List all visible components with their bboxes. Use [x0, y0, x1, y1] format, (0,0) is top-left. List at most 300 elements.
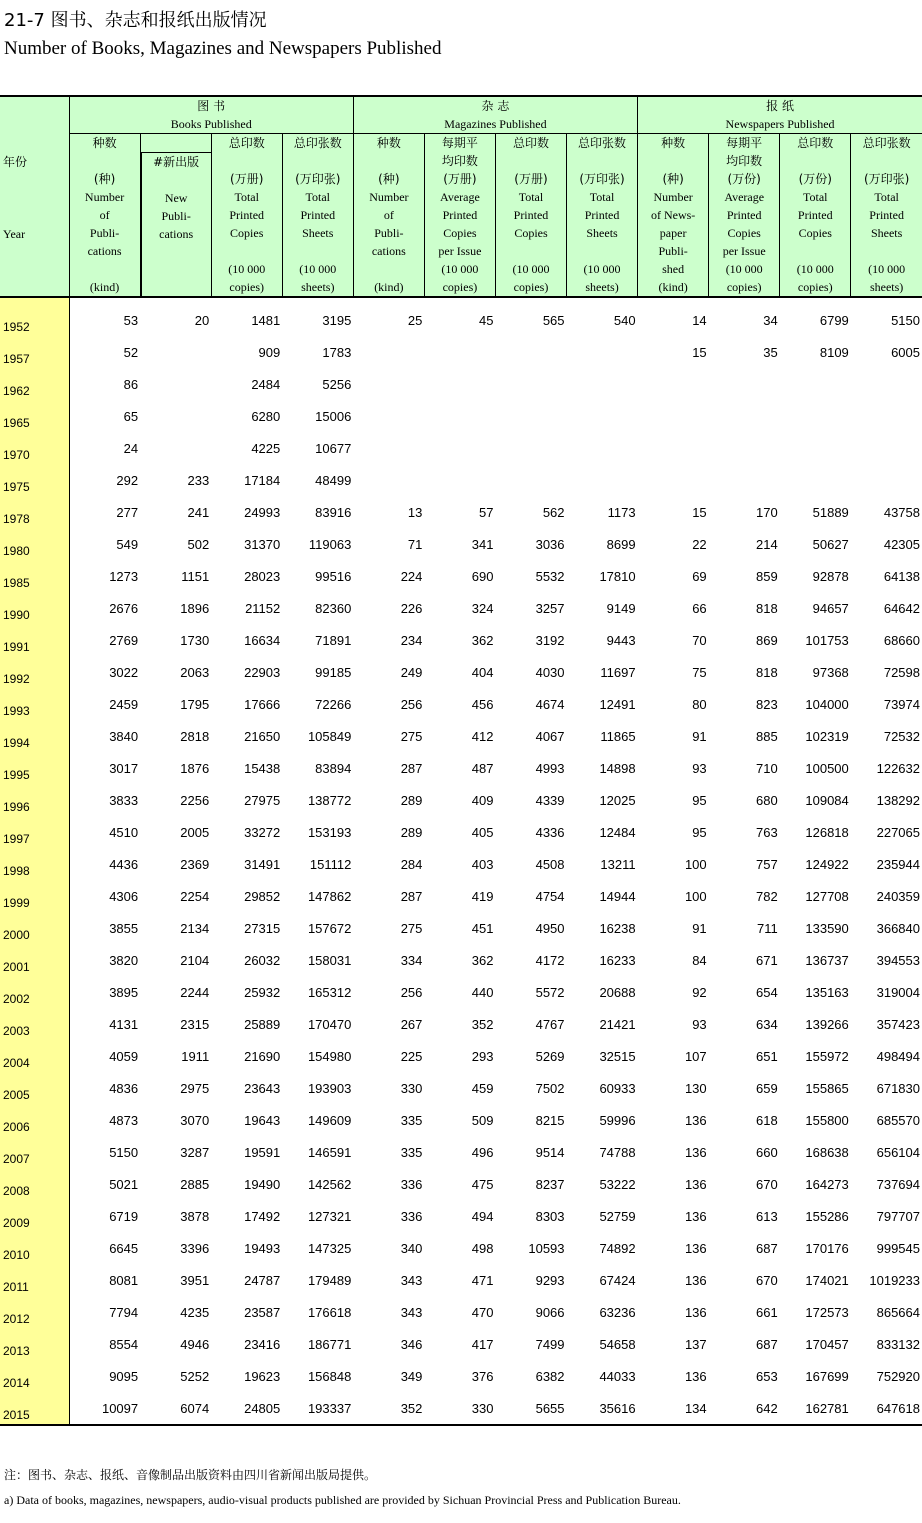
value-cell: 2676	[109, 600, 139, 616]
column-header-line: Printed	[797, 208, 833, 222]
value-cell: 3878	[180, 1208, 210, 1224]
value-cell: 1896	[180, 600, 210, 616]
value-cell: 94657	[812, 600, 849, 616]
value-cell: 292	[116, 472, 139, 488]
value-cell: 34	[763, 312, 778, 328]
value-cell: 225	[400, 1048, 423, 1064]
value-cell: 352	[471, 1016, 494, 1032]
value-cell: 7499	[535, 1336, 565, 1352]
year-cell: 2001	[0, 944, 69, 976]
value-cell	[709, 432, 780, 464]
value-cell: 63236	[599, 1304, 636, 1320]
value-cell: 1911	[181, 1048, 210, 1064]
value-cell: 21152	[245, 600, 281, 616]
value-cell: 57	[478, 504, 494, 520]
value-cell: 53222	[599, 1176, 636, 1192]
value-cell: 341	[471, 536, 494, 552]
value-cell: 22903	[244, 664, 281, 680]
value-cell: 15	[692, 504, 707, 520]
value-cell: 656104	[876, 1144, 920, 1160]
column-header-line: Total	[305, 190, 331, 204]
column-header-line	[142, 171, 211, 189]
table-row	[0, 1008, 922, 1040]
table-row	[0, 528, 922, 560]
column-header-line: (10 000	[583, 262, 621, 276]
table-row	[0, 688, 922, 720]
value-cell: 84	[692, 952, 707, 968]
publishing-table	[0, 95, 922, 1426]
column-header-line: 均印数	[441, 154, 478, 168]
table-row	[0, 297, 922, 336]
value-cell: 12484	[599, 824, 636, 840]
column-header-line: 总印数	[228, 136, 265, 150]
value-cell: 11865	[600, 728, 636, 744]
value-cell: 999545	[876, 1240, 920, 1256]
value-cell: 91	[692, 728, 707, 744]
value-cell	[851, 400, 922, 432]
column-header-line: sheets)	[869, 280, 904, 294]
value-cell: 165312	[307, 984, 352, 1000]
value-cell: 5256	[322, 376, 352, 392]
value-cell: 25	[407, 312, 423, 328]
value-cell: 661	[756, 1304, 778, 1320]
table-row	[0, 464, 922, 496]
column-header-line: Printed	[442, 208, 478, 222]
table-row	[0, 560, 922, 592]
year-cell: 1980	[0, 528, 69, 560]
column-header-line: cations	[87, 244, 122, 258]
value-cell: 99185	[315, 664, 352, 680]
value-cell: 653	[756, 1368, 778, 1384]
value-cell	[353, 400, 424, 432]
table-row	[0, 784, 922, 816]
value-cell: 170470	[307, 1016, 352, 1032]
year-cell: 2006	[0, 1104, 69, 1136]
column-header-line: New	[164, 191, 188, 205]
column-header-4	[353, 134, 424, 298]
value-cell: 136	[684, 1144, 707, 1160]
value-cell: 1481	[251, 312, 281, 328]
column-header-line: (10 000	[299, 262, 337, 276]
value-cell: 19643	[244, 1112, 281, 1128]
value-cell: 226	[400, 600, 423, 616]
value-cell: 287	[400, 888, 423, 904]
value-cell: 70	[692, 632, 707, 648]
value-cell: 8554	[109, 1336, 139, 1352]
value-cell: 31491	[244, 856, 281, 872]
value-cell: 25932	[244, 984, 281, 1000]
value-cell: 19623	[244, 1368, 281, 1384]
value-cell: 3895	[109, 984, 139, 1000]
value-cell: 487	[471, 760, 494, 776]
column-header-line: cations	[371, 244, 406, 258]
value-cell: 8081	[109, 1272, 139, 1288]
year-cell: 1965	[0, 400, 69, 432]
value-cell: 122632	[876, 760, 920, 776]
value-cell: 409	[471, 792, 494, 808]
column-header-line: 每期平	[441, 136, 478, 150]
value-cell: 797707	[876, 1208, 920, 1224]
value-cell: 5150	[891, 312, 920, 328]
value-cell: 2244	[180, 984, 210, 1000]
value-cell: 3820	[109, 952, 139, 968]
year-cell: 1997	[0, 816, 69, 848]
column-header-line: (10 000	[796, 262, 834, 276]
column-header-line: Printed	[513, 208, 549, 222]
table-row	[0, 592, 922, 624]
value-cell: 54658	[599, 1336, 636, 1352]
value-cell: 155972	[805, 1048, 849, 1064]
column-header-8	[638, 134, 709, 298]
value-cell: 15438	[244, 760, 281, 776]
column-header-line	[212, 242, 282, 260]
value-cell: 74788	[599, 1144, 636, 1160]
value-cell: 227065	[876, 824, 920, 840]
value-cell: 155865	[805, 1080, 849, 1096]
value-cell: 5269	[535, 1048, 565, 1064]
value-cell: 334	[400, 952, 423, 968]
value-cell	[353, 464, 424, 496]
table-row	[0, 848, 922, 880]
value-cell: 65	[123, 408, 139, 424]
value-cell: 82360	[315, 600, 352, 616]
value-cell: 43758	[883, 504, 920, 520]
value-cell: 72598	[883, 664, 920, 680]
value-cell: 412	[471, 728, 494, 744]
value-cell: 752920	[876, 1368, 920, 1384]
value-cell	[424, 464, 495, 496]
table-row	[0, 976, 922, 1008]
value-cell: 8215	[535, 1112, 565, 1128]
year-header-en: Year	[3, 227, 26, 241]
column-header-line: Average	[724, 190, 765, 204]
value-cell: 4436	[109, 856, 139, 872]
value-cell: 24787	[244, 1272, 281, 1288]
table-row	[0, 720, 922, 752]
value-cell: 4873	[109, 1112, 139, 1128]
value-cell: 289	[400, 792, 423, 808]
value-cell: 498494	[876, 1048, 920, 1064]
value-cell: 1273	[109, 568, 139, 584]
value-cell: 13211	[600, 856, 636, 872]
value-cell: 376	[471, 1368, 494, 1384]
value-cell: 362	[471, 632, 494, 648]
value-cell: 471	[471, 1272, 494, 1288]
value-cell: 50627	[812, 536, 849, 552]
value-cell: 4030	[535, 664, 565, 680]
value-cell	[851, 464, 922, 496]
value-cell: 475	[471, 1176, 494, 1192]
value-cell: 3855	[109, 920, 139, 936]
year-cell: 1985	[0, 560, 69, 592]
value-cell	[495, 336, 566, 368]
year-header	[0, 96, 69, 297]
value-cell: 3840	[109, 728, 139, 744]
value-cell: 93	[692, 760, 707, 776]
value-cell: 419	[471, 888, 494, 904]
value-cell: 153193	[307, 824, 352, 840]
table-row	[0, 1392, 922, 1425]
column-header-line: Total	[874, 190, 899, 204]
value-cell: 14898	[599, 760, 636, 776]
newspapers-group-header: 报 纸 Newspapers Published	[638, 96, 922, 134]
value-cell: 8237	[535, 1176, 565, 1192]
table-row	[0, 816, 922, 848]
value-cell: 249	[400, 664, 423, 680]
column-header-line: (kind)	[89, 280, 120, 294]
value-cell: 4336	[535, 824, 565, 840]
value-cell: 72266	[315, 696, 352, 712]
value-cell: 3070	[180, 1112, 210, 1128]
column-header-line: Number	[84, 190, 125, 204]
value-cell: 319004	[876, 984, 920, 1000]
year-cell: 2010	[0, 1232, 69, 1264]
value-cell	[424, 368, 495, 400]
value-cell: 151112	[309, 856, 352, 872]
note-cn: 注：图书、杂志、报纸、音像制品出版资料由四川省新闻出版局提供。	[4, 1468, 377, 1482]
value-cell: 362	[471, 952, 494, 968]
value-cell: 44033	[599, 1368, 636, 1384]
column-header-2	[211, 134, 282, 298]
year-cell: 1952	[0, 297, 69, 336]
column-header-line	[354, 260, 424, 278]
value-cell: 24805	[211, 1392, 282, 1425]
table-row	[0, 400, 922, 432]
value-cell: 23587	[244, 1304, 281, 1320]
value-cell: 340	[400, 1240, 423, 1256]
value-cell	[780, 400, 851, 432]
table-row	[0, 1360, 922, 1392]
year-cell: 2012	[0, 1296, 69, 1328]
column-header-line: (10 000	[228, 262, 266, 276]
value-cell: 3036	[535, 536, 565, 552]
value-cell: 2134	[180, 920, 210, 936]
table-row	[0, 432, 922, 464]
value-cell: 29852	[244, 888, 281, 904]
value-cell	[567, 336, 638, 368]
column-header-line: Sheets	[302, 226, 334, 240]
value-cell: 147862	[307, 888, 352, 904]
column-header-line: per Issue	[438, 244, 482, 258]
column-header-line: (万册)	[443, 172, 477, 186]
value-cell	[780, 432, 851, 464]
value-cell: 19493	[244, 1240, 281, 1256]
value-cell: 869	[756, 632, 778, 648]
value-cell: 75	[692, 664, 707, 680]
column-header-line: Number	[653, 190, 693, 204]
column-header-line: 种数	[661, 136, 686, 150]
table-row	[0, 1040, 922, 1072]
value-cell	[140, 368, 211, 400]
column-header-line: 总印数	[797, 136, 834, 150]
value-cell: 17666	[244, 696, 281, 712]
value-cell: 60933	[599, 1080, 636, 1096]
value-cell: 127708	[805, 888, 849, 904]
column-header-line: 种数	[376, 136, 401, 150]
value-cell: 31370	[244, 536, 281, 552]
value-cell: 80	[692, 696, 707, 712]
value-cell	[495, 368, 566, 400]
year-cell: 1992	[0, 656, 69, 688]
value-cell: 670	[756, 1272, 778, 1288]
value-cell: 193903	[307, 1080, 352, 1096]
value-cell: 5252	[180, 1368, 210, 1384]
column-header-11	[851, 134, 922, 298]
note-en: a) Data of books, magazines, newspapers, audio-visual products published are provided by Sichuan Provincial Press and Publication Bureau.	[4, 1493, 681, 1507]
value-cell: 885	[756, 728, 778, 744]
year-cell: 1993	[0, 688, 69, 720]
value-cell: 1019233	[869, 1272, 920, 1288]
value-cell: 2254	[180, 888, 210, 904]
value-cell: 782	[756, 888, 778, 904]
value-cell: 146591	[307, 1144, 352, 1160]
value-cell: 3833	[109, 792, 139, 808]
value-cell: 277	[116, 504, 139, 520]
value-cell	[638, 464, 709, 496]
value-cell: 9293	[535, 1272, 565, 1288]
value-cell: 136	[684, 1208, 707, 1224]
value-cell: 7794	[109, 1304, 139, 1320]
value-cell: 130	[684, 1080, 707, 1096]
value-cell: 4950	[535, 920, 565, 936]
value-cell: 10593	[528, 1240, 565, 1256]
column-header-line: (10 000	[868, 262, 906, 276]
value-cell: 35616	[567, 1392, 638, 1425]
value-cell: 137	[684, 1336, 707, 1352]
table-row	[0, 368, 922, 400]
value-cell: 136	[684, 1272, 707, 1288]
value-cell: 17810	[599, 568, 636, 584]
column-header-line: Number	[369, 190, 409, 204]
value-cell: 690	[471, 568, 494, 584]
value-cell: 68660	[883, 632, 920, 648]
value-cell: 27315	[244, 920, 281, 936]
value-cell: 83916	[315, 504, 352, 520]
value-cell: 4836	[109, 1080, 139, 1096]
value-cell: 660	[756, 1144, 778, 1160]
table-row	[0, 656, 922, 688]
value-cell: 4767	[535, 1016, 565, 1032]
value-cell	[567, 464, 638, 496]
year-cell: 1994	[0, 720, 69, 752]
value-cell: 170	[756, 504, 778, 520]
value-cell	[353, 336, 424, 368]
value-cell: 4131	[109, 1016, 139, 1032]
value-cell: 647618	[851, 1392, 922, 1425]
value-cell: 71891	[315, 632, 352, 648]
value-cell: 4235	[180, 1304, 210, 1320]
value-cell: 100	[684, 888, 707, 904]
value-cell: 20688	[599, 984, 636, 1000]
value-cell	[851, 368, 922, 400]
value-cell: 256	[400, 984, 423, 1000]
value-cell: 2369	[180, 856, 210, 872]
value-cell: 100500	[805, 760, 849, 776]
value-cell: 136	[684, 1112, 707, 1128]
value-cell: 92878	[812, 568, 849, 584]
value-cell: 865664	[876, 1304, 920, 1320]
column-header-line	[142, 279, 211, 297]
value-cell: 104000	[805, 696, 849, 712]
value-cell: 2063	[180, 664, 210, 680]
column-header-line	[567, 242, 637, 260]
value-cell: 59996	[599, 1112, 636, 1128]
value-cell	[567, 432, 638, 464]
value-cell: 2769	[109, 632, 139, 648]
column-header-line: 总印张数	[293, 136, 342, 150]
value-cell: 158031	[307, 952, 352, 968]
column-header-line: (种)	[662, 172, 684, 186]
value-cell: 498	[471, 1240, 494, 1256]
value-cell: 28023	[244, 568, 281, 584]
value-cell	[140, 432, 211, 464]
value-cell: 109084	[805, 792, 849, 808]
year-cell: 1998	[0, 848, 69, 880]
value-cell: 142562	[307, 1176, 352, 1192]
year-cell: 1995	[0, 752, 69, 784]
value-cell: 51889	[812, 504, 849, 520]
value-cell: 16634	[244, 632, 281, 648]
value-cell: 155800	[805, 1112, 849, 1128]
value-cell	[495, 464, 566, 496]
value-cell: 7502	[535, 1080, 565, 1096]
table-row	[0, 944, 922, 976]
value-cell: 164273	[805, 1176, 849, 1192]
value-cell: 8109	[819, 344, 849, 360]
value-cell: 456	[471, 696, 494, 712]
column-header-line: copies)	[442, 280, 478, 294]
column-header-line: #新出版	[153, 155, 200, 169]
value-cell: 214	[756, 536, 778, 552]
value-cell: 105849	[307, 728, 352, 744]
value-cell: 83894	[315, 760, 352, 776]
value-cell: 25889	[244, 1016, 281, 1032]
column-header-line: 总印数	[512, 136, 549, 150]
table-row	[0, 1168, 922, 1200]
table-row	[0, 1232, 922, 1264]
value-cell: 235944	[876, 856, 920, 872]
value-cell	[353, 368, 424, 400]
value-cell: 149609	[307, 1112, 352, 1128]
value-cell: 52	[123, 344, 139, 360]
column-header-line: Printed	[726, 208, 762, 222]
value-cell: 27975	[244, 792, 281, 808]
value-cell: 2459	[109, 696, 139, 712]
value-cell: 565	[542, 312, 565, 328]
value-cell: 336	[400, 1208, 423, 1224]
column-header-line: copies)	[229, 280, 265, 294]
value-cell: 19591	[244, 1144, 281, 1160]
value-cell: 618	[756, 1112, 778, 1128]
column-header-line: (万印张)	[295, 172, 341, 186]
value-cell: 71	[407, 536, 423, 552]
column-header-line: Average	[440, 190, 480, 204]
value-cell: 14	[692, 312, 707, 328]
value-cell: 654	[756, 984, 778, 1000]
value-cell: 154980	[307, 1048, 352, 1064]
column-header-line: 总印张数	[862, 136, 911, 150]
value-cell: 172573	[805, 1304, 849, 1320]
value-cell: 24993	[244, 504, 281, 520]
value-cell: 4225	[251, 440, 281, 456]
value-cell: 66	[692, 600, 707, 616]
table-row	[0, 1072, 922, 1104]
value-cell: 138292	[876, 792, 920, 808]
value-cell: 833132	[876, 1336, 920, 1352]
value-cell	[709, 400, 780, 432]
column-header-line: 均印数	[726, 154, 763, 168]
column-header-line: 种数	[92, 136, 117, 150]
